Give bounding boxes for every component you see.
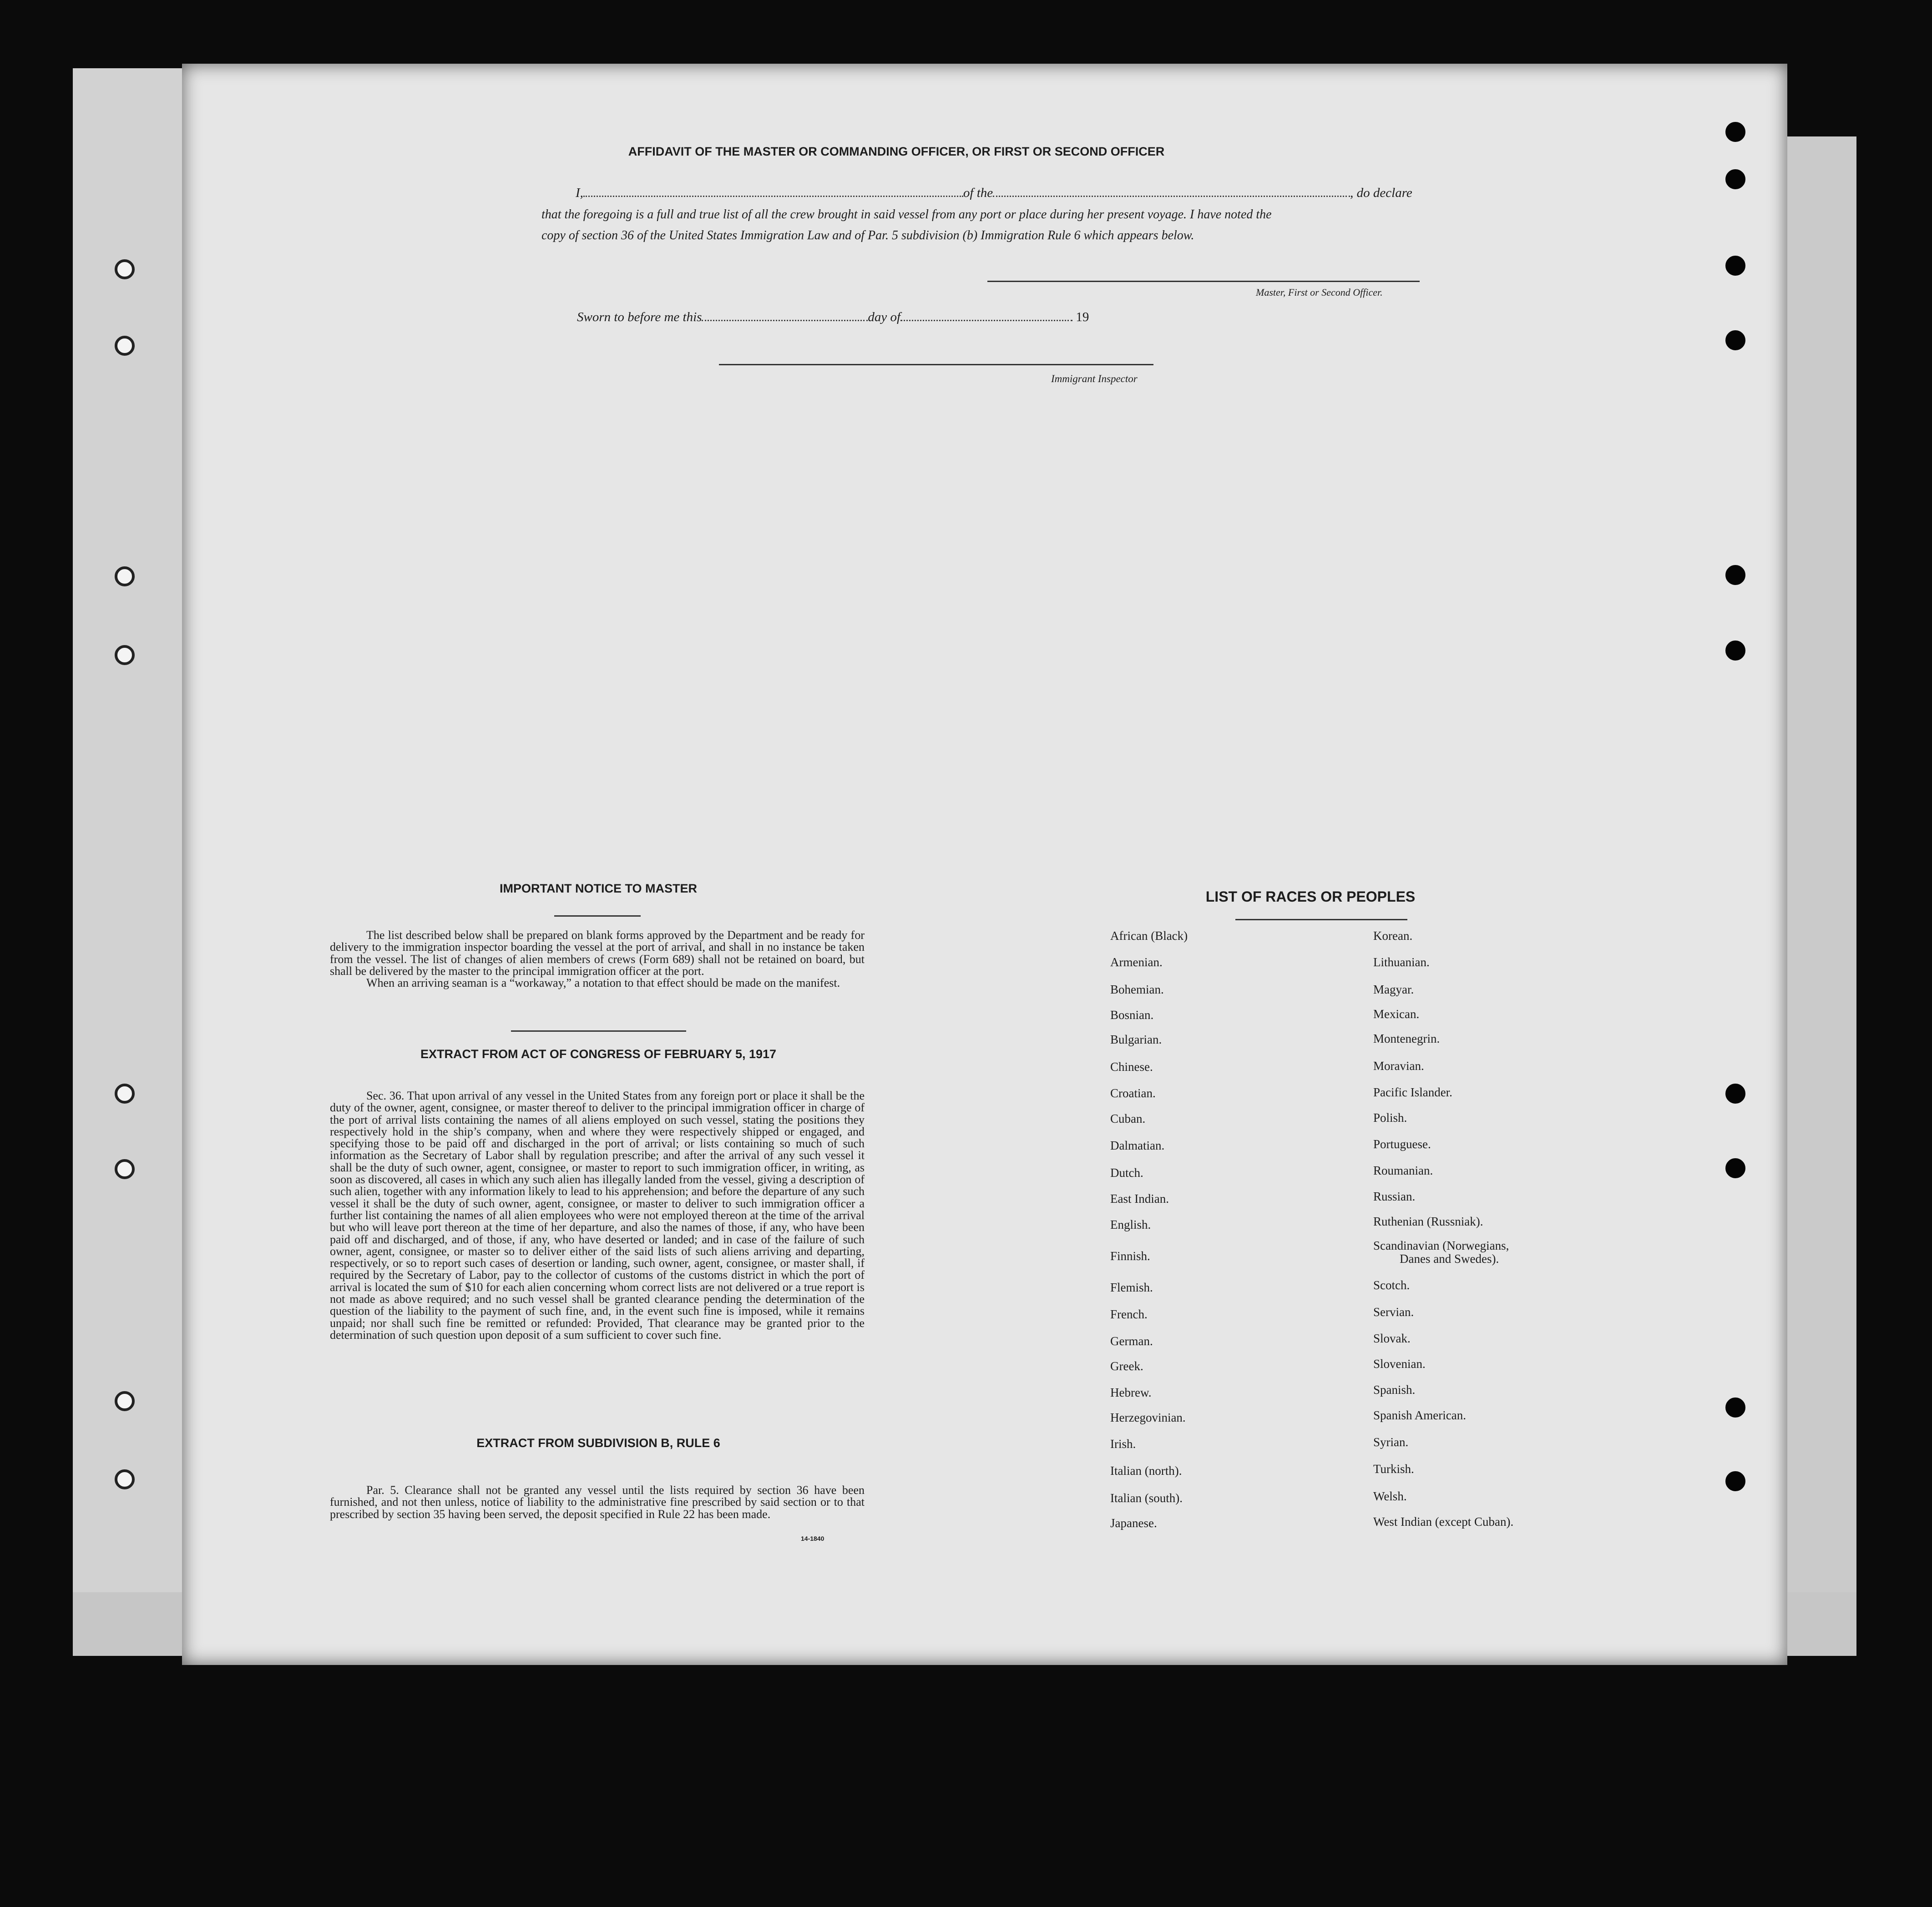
race-item: Roumanian. <box>1373 1164 1433 1177</box>
race-item: Bohemian. <box>1110 983 1164 996</box>
affidavit-line-2: that the foregoing is a full and true list of all the crew brought in said vessel from any port or place during her present voyage. I have noted the <box>541 207 1272 222</box>
race-item: Russian. <box>1373 1190 1416 1203</box>
punch-hole <box>1725 1084 1745 1104</box>
punch-hole <box>1725 256 1745 276</box>
race-item: French. <box>1110 1307 1148 1321</box>
form-number: 14-1840 <box>801 1535 824 1542</box>
race-item: English. <box>1110 1218 1151 1231</box>
of-the-label: of the <box>963 186 993 200</box>
notice-text <box>330 929 865 989</box>
act-title: EXTRACT FROM ACT OF CONGRESS OF FEBRUARY 5, 1917 <box>420 1047 777 1061</box>
race-item: Finnish. <box>1110 1249 1150 1263</box>
race-item: Slovak. <box>1373 1332 1411 1345</box>
officer-name-field[interactable] <box>583 196 963 197</box>
notice-title: IMPORTANT NOTICE TO MASTER <box>500 882 697 895</box>
punch-hole <box>1725 169 1745 189</box>
race-item: Cuban. <box>1110 1112 1146 1125</box>
race-item: Lithuanian. <box>1373 955 1430 969</box>
race-item: Slovenian. <box>1373 1357 1426 1371</box>
inspector-caption: Immigrant Inspector <box>1051 373 1138 384</box>
race-item: Danes and Swedes). <box>1400 1252 1499 1266</box>
year-prefix: 19 <box>1076 310 1089 324</box>
race-item: Italian (south). <box>1110 1491 1183 1505</box>
do-declare-label: , do declare <box>1350 186 1412 200</box>
punch-hole <box>115 1159 135 1179</box>
punch-hole <box>1725 1397 1745 1418</box>
act-divider <box>511 1030 686 1032</box>
race-item: Dalmatian. <box>1110 1139 1165 1152</box>
punch-hole <box>1725 641 1745 661</box>
race-item: Turkish. <box>1373 1462 1414 1476</box>
race-item: Bosnian. <box>1110 1008 1154 1022</box>
act-section-36: Sec. 36. That upon arrival of any vessel in the United States from any foreign port or place it shall be the duty of the owner, agent, consignee, or master thereof to deliver to the principal immigration officer in charge of the port of arrival lists containing the names of all aliens employed on such vessel, stating the positions they respectively hold in the ship’s company, when and where they were respectively shipped or engaged, and specifying those to be paid off and discharged in the port of arrival; or lists containing so much of such information as the Secretary of Labor shall by regulation prescribe; and after the arrival of any such vessel it shall be the duty of such owner, agent, consignee, or master to report to such immigration officer, in writing, as soon as discovered, all cases in which any such alien has illegally landed from the vessel, giving a description of such alien, together with any information likely to lead to his apprehension; and before the departure of any such vessel it shall be the duty of such owner, agent, consignee, or master to deliver to such immigration officer a further list containing the names of all alien employees who were not employed thereon at the time of the arrival but who will leave port thereon at the time of her departure, and also the names of those, if any, who have been paid off and discharged, and of those, if any, who have deserted or landed; and in case of the failure of such owner, agent, consignee, or master so to deliver either of the said lists of such aliens arriving and departing, respectively, or so to report such cases of desertion or landing, such owner, agent, consignee, or master shall, if required by the Secretary of Labor, pay to the collector of customs of the customs district in which the port of arrival is located the sum of $10 for each alien concerning whom correct lists are not delivered or a true report is not made as above required; and no such vessel shall be granted clearance pending the determination of the question of the liability to the payment of such fine, and, in the event such fine is imposed, while it remains unpaid; nor shall such fine be remitted or refunded: Provided, That clearance may be granted prior to the determination of such question upon deposit of a sum sufficient to cover such fine. <box>330 1089 865 1342</box>
act-text <box>330 1090 865 1341</box>
race-item: Bulgarian. <box>1110 1033 1162 1046</box>
race-item: Montenegrin. <box>1373 1032 1440 1045</box>
punch-hole <box>115 566 135 586</box>
race-item: Scotch. <box>1373 1278 1410 1292</box>
punch-hole <box>115 1084 135 1104</box>
race-item: Portuguese. <box>1373 1137 1431 1151</box>
underlying-sheet-left <box>73 68 191 1615</box>
race-item: West Indian (except Cuban). <box>1373 1515 1514 1529</box>
rule-text <box>330 1484 865 1520</box>
race-item: African (Black) <box>1110 929 1188 943</box>
punch-hole <box>115 645 135 665</box>
punch-hole <box>1725 122 1745 142</box>
punch-hole <box>115 259 135 279</box>
race-item: Hebrew. <box>1110 1386 1152 1399</box>
i-label: I, <box>576 186 583 200</box>
race-item: Servian. <box>1373 1305 1414 1319</box>
race-item: Italian (north). <box>1110 1464 1182 1478</box>
race-item: Ruthenian (Russniak). <box>1373 1215 1483 1228</box>
punch-hole <box>1725 1158 1745 1178</box>
notice-paragraph-2: When an arriving seaman is a “workaway,” a notation to that effect should be made on the manifest. <box>366 976 840 990</box>
race-item: Polish. <box>1373 1111 1407 1125</box>
inspector-signature-line[interactable] <box>719 364 1153 365</box>
race-item: Spanish. <box>1373 1383 1416 1397</box>
punch-hole <box>1725 565 1745 585</box>
race-item: Moravian. <box>1373 1059 1424 1073</box>
sworn-month-field[interactable] <box>900 320 1072 321</box>
race-item: Scandinavian (Norwegians, <box>1373 1239 1509 1252</box>
race-item: Herzegovinian. <box>1110 1411 1186 1424</box>
race-item: Welsh. <box>1373 1489 1407 1503</box>
sworn-line <box>577 310 1089 325</box>
affidavit-line-1 <box>576 186 1412 201</box>
race-item: Dutch. <box>1110 1166 1143 1180</box>
race-item: Pacific Islander. <box>1373 1085 1452 1099</box>
race-item: Chinese. <box>1110 1060 1153 1074</box>
race-item: Greek. <box>1110 1359 1143 1373</box>
manifest-page <box>182 64 1787 1665</box>
race-item: Armenian. <box>1110 955 1163 969</box>
race-item: Flemish. <box>1110 1281 1153 1294</box>
vessel-name-field[interactable] <box>993 196 1350 197</box>
race-item: Syrian. <box>1373 1435 1409 1449</box>
affidavit-line-3: copy of section 36 of the United States Immigration Law and of Par. 5 subdivision (b) Immigration Rule 6 which appears below. <box>541 228 1194 242</box>
affidavit-title: AFFIDAVIT OF THE MASTER OR COMMANDING OFFICER, OR FIRST OR SECOND OFFICER <box>628 145 1165 158</box>
rule-paragraph: Par. 5. Clearance shall not be granted any vessel until the lists required by section 36 have been furnished, and not then unless, notice of liability to the administrative fine prescribed by said section or to that prescribed by section 35 having been served, the deposit specified in Rule 22 has been made. <box>330 1483 865 1521</box>
races-title: LIST OF RACES OR PEOPLES <box>1205 888 1416 905</box>
race-item: Mexican. <box>1373 1007 1420 1021</box>
race-item: German. <box>1110 1334 1153 1348</box>
master-signature-caption: Master, First or Second Officer. <box>1256 287 1383 298</box>
race-item: Japanese. <box>1110 1516 1157 1530</box>
rule-title: EXTRACT FROM SUBDIVISION B, RULE 6 <box>476 1436 720 1450</box>
punch-hole <box>115 1469 135 1489</box>
race-item: Spanish American. <box>1373 1408 1466 1422</box>
sworn-day-field[interactable] <box>702 320 868 321</box>
master-signature-line[interactable] <box>987 281 1420 282</box>
punch-hole <box>1725 330 1745 350</box>
race-item: East Indian. <box>1110 1192 1169 1206</box>
race-item: Irish. <box>1110 1437 1136 1451</box>
race-item: Korean. <box>1373 929 1413 943</box>
notice-paragraph-1: The list described below shall be prepared on blank forms approved by the Department and be ready for delivery to the immigration inspector boarding the vessel at the port of arrival, and shall in no instance be taken from the vessel. The list of changes of alien members of crews (Form 689) shall not be retained on board, but shall be delivered by the master to the principal immigration officer at the port. <box>330 928 865 978</box>
punch-hole <box>115 336 135 356</box>
sworn-label: Sworn to before me this <box>577 310 702 324</box>
punch-hole <box>1725 1471 1745 1491</box>
punch-hole <box>115 1391 135 1411</box>
races-divider <box>1235 919 1407 920</box>
day-of-label: day of <box>868 310 901 324</box>
race-item: Croatian. <box>1110 1086 1156 1100</box>
race-item: Magyar. <box>1373 983 1414 996</box>
notice-divider <box>554 915 641 917</box>
